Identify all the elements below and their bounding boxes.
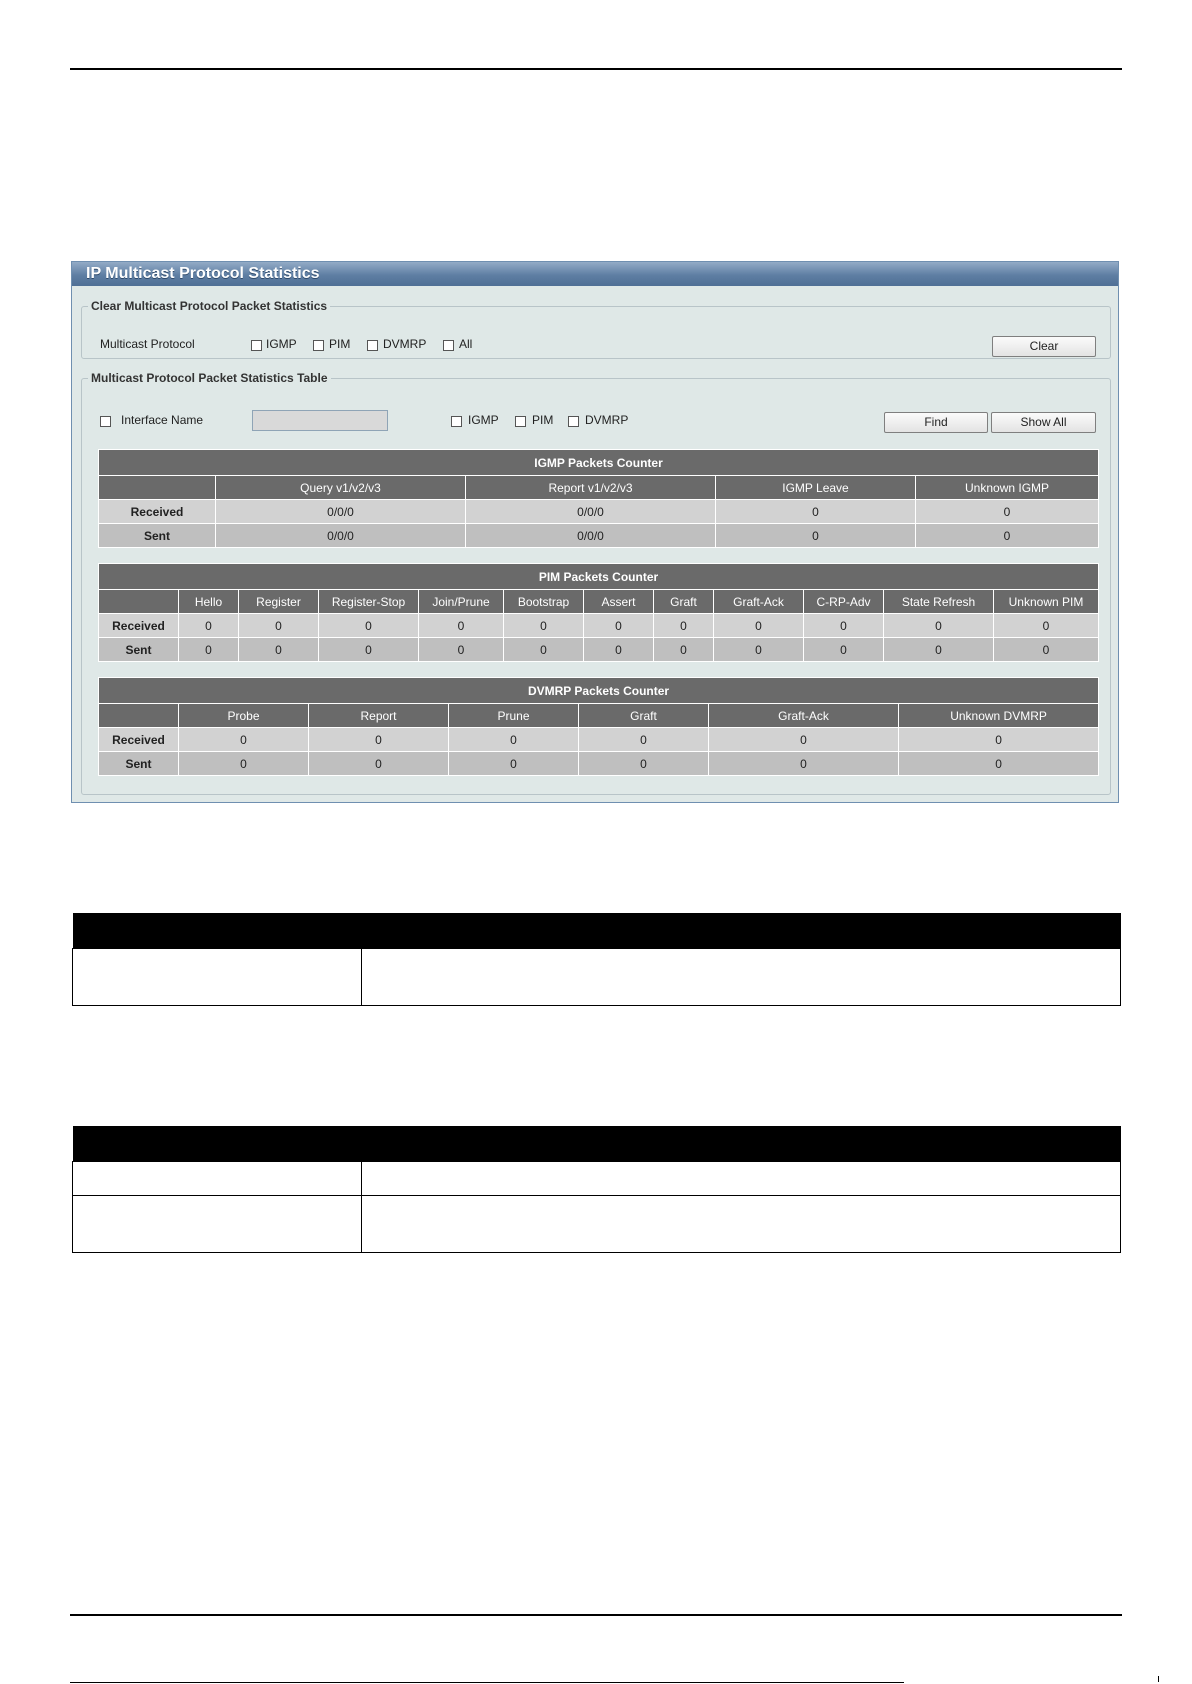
dvmrp-col-probe: Probe <box>179 704 309 728</box>
dvmrp-sent-label: Sent <box>99 752 179 776</box>
interface-name-input[interactable] <box>252 410 388 431</box>
table-cell: 0 <box>239 614 319 638</box>
parameter-table-2 <box>72 1126 1121 1253</box>
dvmrp-col-prune: Prune <box>449 704 579 728</box>
parameter-table-1 <box>72 913 1121 1006</box>
header-rule <box>70 68 1122 70</box>
igmp-sent-label: Sent <box>99 524 216 548</box>
dvmrp-col-unknown: Unknown DVMRP <box>899 704 1099 728</box>
table-cell: 0 <box>916 524 1099 548</box>
dvmrp-col-graft-ack: Graft-Ack <box>709 704 899 728</box>
find-igmp-checkbox[interactable] <box>451 416 462 427</box>
dvmrp-col-graft: Graft <box>579 704 709 728</box>
table-cell: 0 <box>579 728 709 752</box>
igmp-col-unknown: Unknown IGMP <box>916 476 1099 500</box>
footnote-tick <box>1158 1676 1159 1682</box>
interface-name-label: Interface Name <box>121 413 204 427</box>
pim-col-unknown: Unknown PIM <box>994 590 1099 614</box>
statistics-table-legend: Multicast Protocol Packet Statistics Table <box>91 371 328 385</box>
pim-col-graft: Graft <box>654 590 714 614</box>
table-cell: 0 <box>319 638 419 662</box>
dvmrp-table-title: DVMRP Packets Counter <box>99 678 1099 704</box>
pim-col-assert: Assert <box>584 590 654 614</box>
table-cell <box>362 949 1121 1006</box>
table-cell: 0 <box>899 752 1099 776</box>
find-pim-label: PIM <box>532 413 554 427</box>
table-cell <box>362 1162 1121 1196</box>
dvmrp-received-label: Received <box>99 728 179 752</box>
pim-col-bootstrap: Bootstrap <box>504 590 584 614</box>
window-title: IP Multicast Protocol Statistics <box>72 262 1118 286</box>
dvmrp-col-report: Report <box>309 704 449 728</box>
clear-pim-label: PIM <box>329 337 351 351</box>
table-cell: 0 <box>179 752 309 776</box>
pim-table-title: PIM Packets Counter <box>99 564 1099 590</box>
multicast-protocol-label: Multicast Protocol <box>100 337 195 351</box>
pim-col-c-rp-adv: C-RP-Adv <box>804 590 884 614</box>
table-row <box>73 949 1121 1006</box>
table-cell <box>73 949 362 1006</box>
table-cell: 0 <box>916 500 1099 524</box>
footer-rule <box>70 1614 1122 1616</box>
igmp-received-label: Received <box>99 500 216 524</box>
table-cell: 0 <box>654 614 714 638</box>
clear-statistics-group <box>81 299 1111 359</box>
igmp-table-title: IGMP Packets Counter <box>99 450 1099 476</box>
table-cell: 0 <box>179 638 239 662</box>
table-cell: 0 <box>449 728 579 752</box>
find-igmp-label: IGMP <box>468 413 499 427</box>
table-row <box>99 752 1099 776</box>
pim-received-label: Received <box>99 614 179 638</box>
table-cell: 0 <box>584 614 654 638</box>
pim-col-join-prune: Join/Prune <box>419 590 504 614</box>
table-cell: 0/0/0 <box>216 500 466 524</box>
clear-button[interactable]: Clear <box>992 336 1096 357</box>
table-cell: 0 <box>179 614 239 638</box>
pim-col-register-stop: Register-Stop <box>319 590 419 614</box>
table-cell <box>73 1162 362 1196</box>
table-cell: 0 <box>714 638 804 662</box>
table-cell: 0 <box>319 614 419 638</box>
dvmrp-col-blank <box>99 704 179 728</box>
table-cell: 0 <box>449 752 579 776</box>
table-cell: 0 <box>884 638 994 662</box>
table-cell: 0 <box>239 638 319 662</box>
parameter-table-1-header <box>73 913 1121 949</box>
clear-dvmrp-checkbox[interactable] <box>367 340 378 351</box>
pim-counter-table <box>98 563 1099 662</box>
table-row <box>99 728 1099 752</box>
clear-statistics-legend: Clear Multicast Protocol Packet Statistics <box>91 299 328 313</box>
table-cell: 0 <box>419 638 504 662</box>
table-cell: 0 <box>804 638 884 662</box>
find-dvmrp-label: DVMRP <box>585 413 629 427</box>
table-cell: 0 <box>714 614 804 638</box>
table-cell: 0 <box>504 638 584 662</box>
clear-dvmrp-label: DVMRP <box>383 337 427 351</box>
dvmrp-counter-table <box>98 677 1099 776</box>
pim-col-graft-ack: Graft-Ack <box>714 590 804 614</box>
table-row <box>99 500 1099 524</box>
clear-all-checkbox[interactable] <box>443 340 454 351</box>
igmp-col-blank <box>99 476 216 500</box>
table-cell: 0 <box>709 752 899 776</box>
table-cell: 0 <box>994 638 1099 662</box>
igmp-counter-table <box>98 449 1099 548</box>
table-cell: 0 <box>899 728 1099 752</box>
statistics-window <box>71 261 1119 803</box>
clear-igmp-label: IGMP <box>266 337 297 351</box>
pim-col-register: Register <box>239 590 319 614</box>
pim-col-hello: Hello <box>179 590 239 614</box>
table-cell: 0 <box>804 614 884 638</box>
table-cell: 0 <box>309 728 449 752</box>
table-cell: 0/0/0 <box>216 524 466 548</box>
pim-col-blank <box>99 590 179 614</box>
table-cell: 0 <box>654 638 714 662</box>
table-cell <box>362 1196 1121 1253</box>
table-cell <box>73 1196 362 1253</box>
parameter-table-2-header <box>73 1126 1121 1162</box>
clear-all-label: All <box>459 337 473 351</box>
find-dvmrp-checkbox[interactable] <box>568 416 579 427</box>
clear-pim-checkbox[interactable] <box>313 340 324 351</box>
table-cell: 0 <box>579 752 709 776</box>
pim-col-state-refresh: State Refresh <box>884 590 994 614</box>
table-cell: 0 <box>419 614 504 638</box>
clear-igmp-checkbox[interactable] <box>251 340 262 351</box>
table-row <box>99 524 1099 548</box>
table-cell: 0 <box>994 614 1099 638</box>
interface-name-checkbox[interactable] <box>100 416 111 427</box>
table-row <box>73 1162 1121 1196</box>
find-pim-checkbox[interactable] <box>515 416 526 427</box>
table-row <box>73 1196 1121 1253</box>
igmp-col-leave: IGMP Leave <box>716 476 916 500</box>
table-cell: 0 <box>709 728 899 752</box>
table-cell: 0 <box>716 500 916 524</box>
table-cell: 0 <box>584 638 654 662</box>
footnote-rule <box>70 1682 904 1683</box>
table-cell: 0 <box>716 524 916 548</box>
table-cell: 0/0/0 <box>466 500 716 524</box>
table-cell: 0/0/0 <box>466 524 716 548</box>
igmp-col-query: Query v1/v2/v3 <box>216 476 466 500</box>
igmp-col-report: Report v1/v2/v3 <box>466 476 716 500</box>
table-cell: 0 <box>504 614 584 638</box>
table-cell: 0 <box>309 752 449 776</box>
find-button[interactable]: Find <box>884 412 988 433</box>
show-all-button[interactable]: Show All <box>991 412 1096 433</box>
table-row <box>99 614 1099 638</box>
table-cell: 0 <box>179 728 309 752</box>
pim-sent-label: Sent <box>99 638 179 662</box>
table-cell: 0 <box>884 614 994 638</box>
table-row <box>99 638 1099 662</box>
